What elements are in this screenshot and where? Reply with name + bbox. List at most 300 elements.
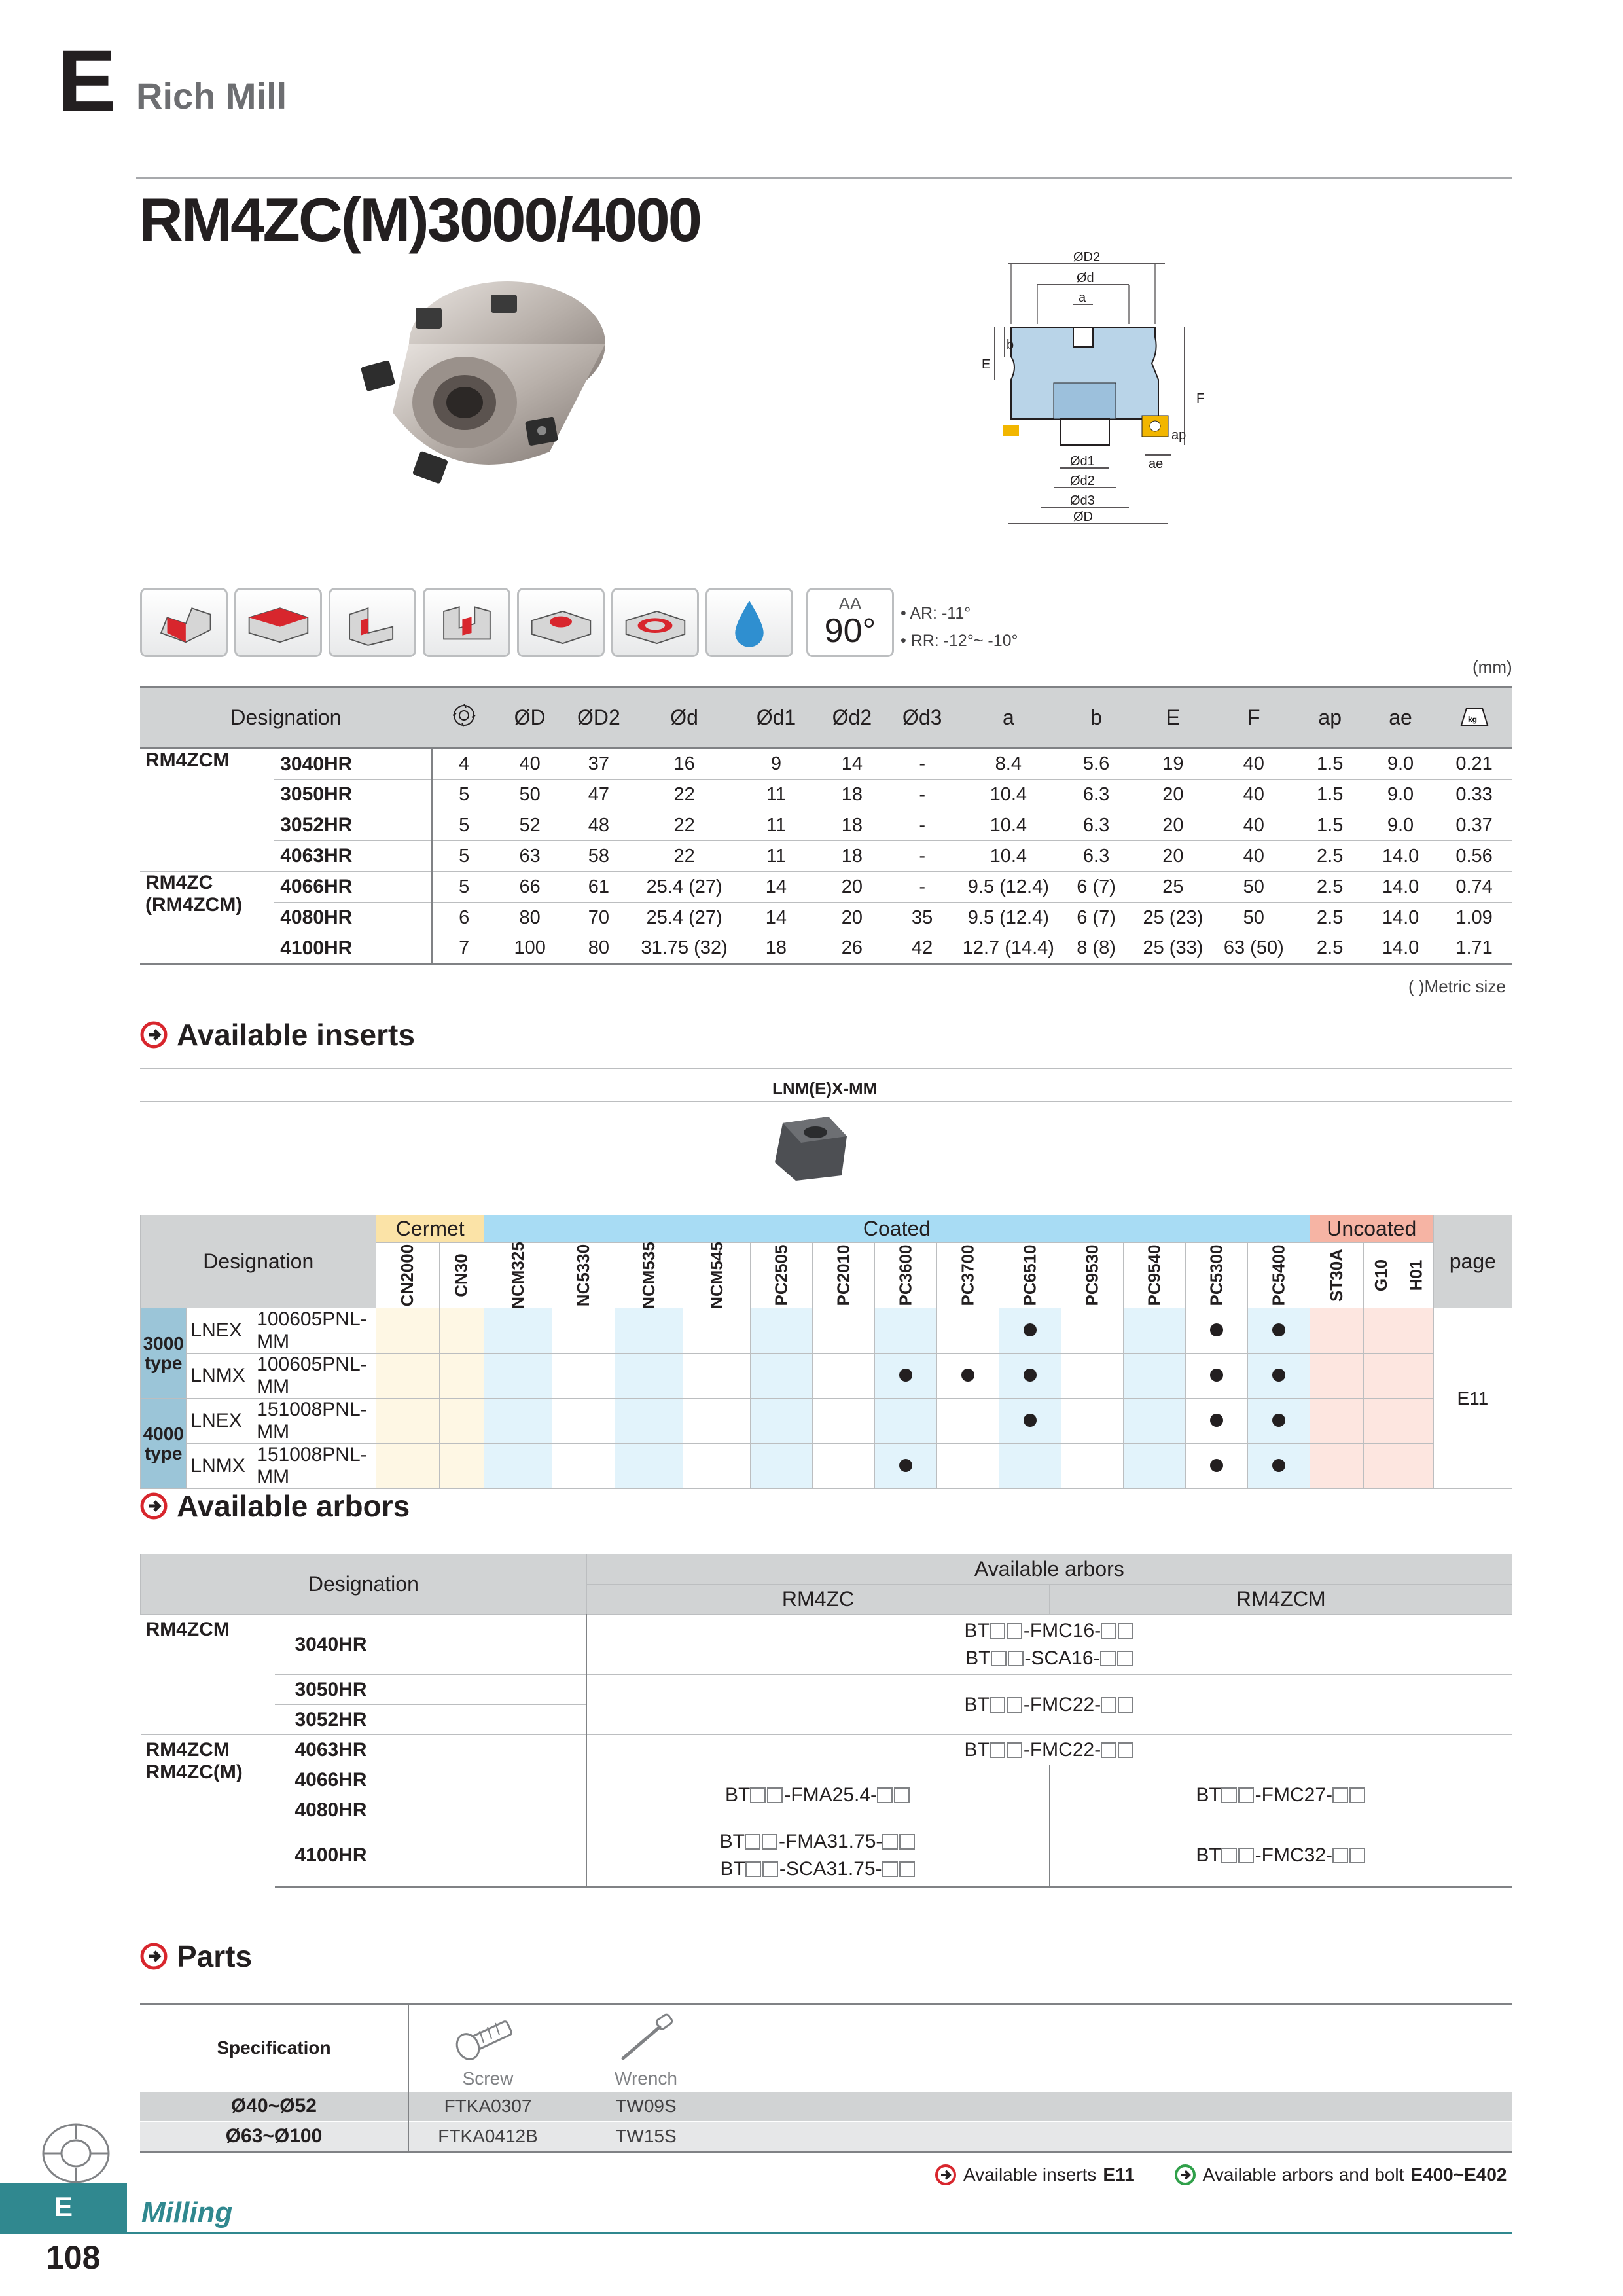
spec-cell: 61: [564, 872, 634, 903]
wrench-column: [567, 2004, 725, 2092]
dim-ae: ae: [1149, 457, 1164, 471]
inserts-rule-bottom: [140, 1101, 1512, 1102]
dim-Od3: Ød3: [1070, 493, 1095, 508]
spec-cell: 14.0: [1365, 872, 1436, 903]
parts-size: Ø40~Ø52: [140, 2092, 408, 2122]
grade-cell: [937, 1444, 999, 1489]
grade-cell: [813, 1444, 875, 1489]
spec-cell: 9: [735, 749, 817, 780]
page-number: 108: [46, 2239, 101, 2276]
grade-cell: [751, 1308, 813, 1354]
spec-cell: 1.5: [1294, 810, 1365, 841]
spec-row: [140, 749, 1512, 780]
cutter-photo: [353, 268, 615, 497]
grade-cell: [615, 1354, 683, 1399]
grade-cell: [751, 1354, 813, 1399]
insert-row: [141, 1308, 1512, 1354]
spec-cell: 52: [496, 810, 564, 841]
coolant-icon: [705, 588, 793, 657]
spec-code: 3052HR: [274, 810, 432, 841]
spec-cell: 37: [564, 749, 634, 780]
grade-cell: [439, 1308, 484, 1354]
spec-cell: 14: [817, 749, 887, 780]
spec-cell: 80: [564, 933, 634, 964]
grade-cell: [1247, 1308, 1310, 1354]
grade-cell: [484, 1308, 552, 1354]
spec-cell: 50: [496, 780, 564, 810]
spec-cell: 63 (50): [1213, 933, 1294, 964]
spec-cell: 40: [1213, 749, 1294, 780]
spec-cell: 1.71: [1436, 933, 1512, 964]
section-title: Rich Mill: [136, 75, 287, 117]
header-rule: [136, 177, 1512, 179]
grade-header: PC6510: [999, 1243, 1061, 1308]
parts-wrench: TW15S: [567, 2122, 725, 2152]
availability-dot: [899, 1369, 912, 1382]
spec-cell: 9.0: [1365, 749, 1436, 780]
grade-header: PC3600: [875, 1243, 937, 1308]
insert-type-label: 4000 type: [141, 1399, 187, 1489]
insert-type-label: 3000 type: [141, 1308, 187, 1399]
dim-F: F: [1196, 391, 1205, 406]
arbor-code: 4100HR: [275, 1825, 586, 1887]
arbors-link[interactable]: Available arbors and bolt: [1202, 2164, 1404, 2185]
spec-cell: 25.4 (27): [633, 872, 735, 903]
grade-cell: [1310, 1308, 1363, 1354]
grade-cell: [1061, 1399, 1124, 1444]
screw-label: Screw: [462, 2068, 514, 2089]
availability-dot: [961, 1369, 974, 1382]
uncoated-header: Uncoated: [1310, 1215, 1433, 1243]
section-letter: E: [58, 33, 114, 130]
grade-cell: [683, 1308, 751, 1354]
dim-OD2: ØD2: [1073, 252, 1101, 264]
insert-code: 151008PNL-MM: [250, 1399, 376, 1444]
spec-row: [140, 810, 1512, 841]
spec-cell: 70: [564, 903, 634, 933]
rm4zc-col-header: RM4ZC: [586, 1585, 1050, 1615]
availability-dot: [1272, 1323, 1285, 1336]
dim-b: b: [1007, 338, 1014, 352]
spec-code: 4063HR: [274, 841, 432, 872]
svg-text:kg: kg: [1467, 714, 1477, 724]
arbors-link-page[interactable]: E400~E402: [1410, 2164, 1507, 2185]
availability-dot: [1024, 1369, 1037, 1382]
footer-links: [935, 2164, 1507, 2186]
grade-cell: [683, 1399, 751, 1444]
approach-angle-box: [806, 588, 894, 657]
insert-page-ref[interactable]: E11: [1433, 1308, 1512, 1489]
arbor-value: BT -FMA31.75- BT -SCA31.75-: [586, 1825, 1050, 1887]
spec-cell: 5: [432, 780, 496, 810]
spec-cell: 14.0: [1365, 841, 1436, 872]
grade-cell: [1310, 1444, 1363, 1489]
spec-cell: 48: [564, 810, 634, 841]
section-tab: E: [0, 2183, 127, 2234]
grade-cell: [1061, 1354, 1124, 1399]
grade-cell: [1185, 1308, 1247, 1354]
grade-cell: [439, 1354, 484, 1399]
spec-row: [140, 780, 1512, 810]
grade-cell: [552, 1399, 615, 1444]
grade-cell: [937, 1399, 999, 1444]
spec-cell: 14.0: [1365, 933, 1436, 964]
grade-cell: [1310, 1399, 1363, 1444]
grade-header: NCM545: [683, 1243, 751, 1308]
grade-cell: [1399, 1444, 1433, 1489]
dim-ap: ap: [1171, 428, 1186, 442]
section-arrow-icon: [140, 1021, 168, 1049]
grade-cell: [1185, 1399, 1247, 1444]
face-milling-icon: [234, 588, 322, 657]
grade-cell: [615, 1444, 683, 1489]
grade-header: PC3700: [937, 1243, 999, 1308]
availability-dot: [1024, 1414, 1037, 1427]
arbor-group-rm4zc: RM4ZCM RM4ZC(M): [141, 1735, 276, 1887]
insert-series: LNMX: [187, 1444, 250, 1489]
insert-code: 100605PNL-MM: [250, 1354, 376, 1399]
page-header: page: [1433, 1215, 1512, 1308]
col-Od3: Ød3: [887, 687, 957, 749]
arbor-value: BT -FMA25.4-: [586, 1765, 1050, 1825]
arbor-designation-header: Designation: [141, 1554, 587, 1615]
arbor-value: BT -FMC27-: [1050, 1765, 1512, 1825]
spec-cell: 18: [817, 841, 887, 872]
spec-cell: 2.5: [1294, 903, 1365, 933]
rake-angle-notes: [901, 600, 1018, 655]
spec-cell: 8.4: [957, 749, 1059, 780]
grade-cell: [1310, 1354, 1363, 1399]
spec-cell: 6.3: [1059, 780, 1133, 810]
spec-cell: 6: [432, 903, 496, 933]
grade-cell: [813, 1354, 875, 1399]
available-arbors-title: Available arbors: [177, 1489, 410, 1523]
col-b: b: [1059, 687, 1133, 749]
spec-cell: 7: [432, 933, 496, 964]
grade-cell: [376, 1399, 439, 1444]
spec-cell: 22: [633, 780, 735, 810]
grade-cell: [1185, 1444, 1247, 1489]
spec-cell: 18: [735, 933, 817, 964]
rm4zcm-col-header: RM4ZCM: [1050, 1585, 1512, 1615]
section-tab-label: Milling: [141, 2197, 233, 2229]
grade-cell: [1399, 1399, 1433, 1444]
grade-cell: [615, 1308, 683, 1354]
parts-spec-header: Specification: [140, 2004, 408, 2092]
spec-row: [140, 933, 1512, 964]
grade-header: PC9540: [1124, 1243, 1186, 1308]
parts-heading: [140, 1939, 252, 1974]
availability-dot: [1024, 1323, 1037, 1336]
available-inserts-heading: [140, 1017, 415, 1052]
spec-code: 4100HR: [274, 933, 432, 964]
spec-cell: 25 (23): [1133, 903, 1213, 933]
grade-cell: [1124, 1399, 1186, 1444]
shoulder-milling-icon: [140, 588, 228, 657]
inserts-link-page[interactable]: E11: [1103, 2164, 1135, 2185]
spec-cell: 20: [1133, 810, 1213, 841]
spec-cell: 9.5 (12.4): [957, 872, 1059, 903]
grade-cell: [1124, 1444, 1186, 1489]
spec-cell: 12.7 (14.4): [957, 933, 1059, 964]
axial-rake-note: • AR: -11°: [901, 604, 971, 622]
arbor-code: 3050HR: [275, 1675, 586, 1705]
wrench-label: Wrench: [615, 2068, 677, 2089]
grade-cell: [1061, 1308, 1124, 1354]
dim-OD: ØD: [1073, 510, 1093, 524]
grade-cell: [439, 1399, 484, 1444]
spec-cell: 20: [1133, 841, 1213, 872]
spec-cell: 50: [1213, 903, 1294, 933]
grade-header: PC9530: [1061, 1243, 1124, 1308]
grade-cell: [813, 1308, 875, 1354]
available-arbors-header: Available arbors: [586, 1554, 1512, 1585]
col-E: E: [1133, 687, 1213, 749]
spec-cell: -: [887, 749, 957, 780]
spec-cell: 14: [735, 903, 817, 933]
spec-cell: 22: [633, 810, 735, 841]
spec-cell: 6 (7): [1059, 903, 1133, 933]
available-inserts-title: Available inserts: [177, 1018, 415, 1052]
grade-cell: [1399, 1354, 1433, 1399]
screw-icon: [452, 2013, 524, 2064]
spec-cell: 40: [1213, 780, 1294, 810]
weight-kg-icon: [1460, 704, 1489, 726]
grade-cell: [1124, 1308, 1186, 1354]
grade-cell: [484, 1444, 552, 1489]
grade-cell: [875, 1308, 937, 1354]
spec-cell: 16: [633, 749, 735, 780]
dim-a: a: [1079, 291, 1086, 305]
insert-code: 100605PNL-MM: [250, 1308, 376, 1354]
spec-cell: 11: [735, 841, 817, 872]
grade-cell: [999, 1444, 1061, 1489]
spec-cell: -: [887, 841, 957, 872]
inserts-link[interactable]: Available inserts: [963, 2164, 1097, 2185]
col-weight: [1436, 687, 1512, 749]
availability-dot: [1272, 1459, 1285, 1472]
arbor-code: 3052HR: [275, 1705, 586, 1735]
spec-cell: 5: [432, 841, 496, 872]
link-arrow-icon: [1174, 2164, 1196, 2186]
grade-cell: [376, 1308, 439, 1354]
grade-cell: [683, 1354, 751, 1399]
spec-cell: 6 (7): [1059, 872, 1133, 903]
spec-cell: 2.5: [1294, 933, 1365, 964]
slot-milling-icon: [329, 588, 416, 657]
insert-series: LNMX: [187, 1354, 250, 1399]
arbor-code: 4080HR: [275, 1795, 586, 1825]
spec-cell: 0.74: [1436, 872, 1512, 903]
step-milling-icon: [423, 588, 510, 657]
spec-cell: 0.56: [1436, 841, 1512, 872]
arbor-value: BT -FMC32-: [1050, 1825, 1512, 1887]
arbor-group-rm4zcm: RM4ZCM: [145, 1619, 230, 1640]
dim-Od: Ød: [1077, 271, 1094, 285]
spec-code: 3050HR: [274, 780, 432, 810]
grade-header: CN30: [439, 1243, 484, 1308]
spec-cell: 8 (8): [1059, 933, 1133, 964]
dim-E: E: [982, 357, 991, 372]
availability-dot: [1210, 1369, 1223, 1382]
spec-cell: 10.4: [957, 810, 1059, 841]
grade-cell: [751, 1399, 813, 1444]
spec-cell: 5.6: [1059, 749, 1133, 780]
insert-series: LNEX: [187, 1399, 250, 1444]
col-F: F: [1213, 687, 1294, 749]
inserts-rule-top: [140, 1068, 1512, 1069]
grade-cell: [552, 1308, 615, 1354]
grade-cell: [484, 1354, 552, 1399]
grade-cell: [376, 1444, 439, 1489]
spec-cell: 1.09: [1436, 903, 1512, 933]
parts-wrench: TW09S: [567, 2092, 725, 2122]
spec-cell: 47: [564, 780, 634, 810]
pocket-milling-icon: [611, 588, 699, 657]
insert-code: 151008PNL-MM: [250, 1444, 376, 1489]
spec-cell: 40: [496, 749, 564, 780]
arbor-table: [140, 1554, 1512, 1888]
spec-cell: 6.3: [1059, 810, 1133, 841]
grade-cell: [1247, 1399, 1310, 1444]
col-ap: ap: [1294, 687, 1365, 749]
spec-group-name: RM4ZC (RM4ZCM): [140, 872, 274, 964]
grade-cell: [1363, 1308, 1399, 1354]
cutter-thumbnail-icon: [37, 2121, 115, 2186]
insert-type-caption: LNM(E)X-MM: [772, 1079, 878, 1098]
spec-cell: 35: [887, 903, 957, 933]
spec-row: [140, 903, 1512, 933]
parts-screw: FTKA0307: [408, 2092, 567, 2122]
grade-cell: [1185, 1354, 1247, 1399]
spec-cell: 25 (33): [1133, 933, 1213, 964]
spec-cell: 25.4 (27): [633, 903, 735, 933]
spec-cell: 2.5: [1294, 872, 1365, 903]
grade-header: NCM325: [484, 1243, 552, 1308]
col-ae: ae: [1365, 687, 1436, 749]
available-arbors-heading: [140, 1488, 410, 1524]
grade-cell: [683, 1444, 751, 1489]
grade-designation-header: Designation: [141, 1215, 376, 1308]
arbor-code: 3040HR: [275, 1615, 586, 1675]
grade-cell: [875, 1354, 937, 1399]
spec-cell: 6.3: [1059, 841, 1133, 872]
unit-note: (mm): [1472, 657, 1512, 677]
grade-header: PC5400: [1247, 1243, 1310, 1308]
dimension-drawing: [949, 252, 1250, 533]
grade-cell: [615, 1399, 683, 1444]
grade-cell: [1061, 1444, 1124, 1489]
grade-header: PC2505: [751, 1243, 813, 1308]
col-OD: ØD: [496, 687, 564, 749]
grade-cell: [937, 1354, 999, 1399]
grade-cell: [999, 1308, 1061, 1354]
link-arrow-icon: [935, 2164, 957, 2186]
spec-cell: -: [887, 780, 957, 810]
spec-code: 3040HR: [274, 749, 432, 780]
parts-title: Parts: [177, 1939, 253, 1973]
spec-cell: 18: [817, 810, 887, 841]
dim-Od2: Ød2: [1070, 474, 1095, 488]
wrench-icon: [610, 2013, 682, 2064]
grade-header: NC5330: [552, 1243, 615, 1308]
coated-header: Coated: [484, 1215, 1310, 1243]
helical-milling-icon: [517, 588, 605, 657]
spec-cell: 20: [817, 903, 887, 933]
spec-cell: 40: [1213, 841, 1294, 872]
availability-dot: [1210, 1414, 1223, 1427]
grade-cell: [1363, 1444, 1399, 1489]
spec-cell: 11: [735, 780, 817, 810]
spec-group-name: RM4ZCM: [145, 749, 230, 771]
spec-cell: 2.5: [1294, 841, 1365, 872]
col-teeth: [432, 687, 496, 749]
spec-cell: 9.0: [1365, 780, 1436, 810]
parts-screw: FTKA0412B: [408, 2122, 567, 2152]
arbor-code: 4066HR: [275, 1765, 586, 1795]
availability-dot: [899, 1459, 912, 1472]
insert-grade-table: [140, 1215, 1512, 1489]
availability-dot: [1210, 1323, 1223, 1336]
spec-cell: 10.4: [957, 780, 1059, 810]
spec-code: 4080HR: [274, 903, 432, 933]
spec-cell: 100: [496, 933, 564, 964]
grade-cell: [484, 1399, 552, 1444]
section-arrow-icon: [140, 1492, 168, 1520]
approach-angle-label: AA: [838, 594, 862, 613]
col-a: a: [957, 687, 1059, 749]
insert-row: [141, 1399, 1512, 1444]
spec-cell: 5: [432, 872, 496, 903]
grade-cell: [875, 1444, 937, 1489]
spec-cell: 20: [817, 872, 887, 903]
spec-cell: 58: [564, 841, 634, 872]
spec-cell: 10.4: [957, 841, 1059, 872]
col-Od2: Ød2: [817, 687, 887, 749]
availability-dot: [1272, 1414, 1285, 1427]
insert-row: [141, 1354, 1512, 1399]
spec-code: 4066HR: [274, 872, 432, 903]
grade-cell: [376, 1354, 439, 1399]
insert-image: [770, 1110, 853, 1186]
col-Od1: Ød1: [735, 687, 817, 749]
col-Od: Ød: [633, 687, 735, 749]
spec-cell: 66: [496, 872, 564, 903]
grade-cell: [1247, 1444, 1310, 1489]
grade-cell: [552, 1444, 615, 1489]
grade-cell: [1363, 1399, 1399, 1444]
specification-table: [140, 686, 1512, 965]
grade-header: PC5300: [1185, 1243, 1247, 1308]
product-title: RM4ZC(M)3000/4000: [139, 185, 701, 254]
arbor-value: BT -FMC22-: [586, 1675, 1512, 1735]
spec-cell: 19: [1133, 749, 1213, 780]
spec-cell: 14: [735, 872, 817, 903]
availability-dot: [1272, 1369, 1285, 1382]
spec-cell: 42: [887, 933, 957, 964]
dim-Od1: Ød1: [1070, 454, 1095, 469]
grade-header: PC2010: [813, 1243, 875, 1308]
spec-cell: 4: [432, 749, 496, 780]
grade-cell: [1399, 1308, 1433, 1354]
grade-header: NCM535: [615, 1243, 683, 1308]
insert-row: [141, 1444, 1512, 1489]
availability-dot: [1210, 1459, 1223, 1472]
arbor-value: BT -FMC22-: [586, 1735, 1512, 1765]
spec-cell: 18: [817, 780, 887, 810]
spec-cell: 80: [496, 903, 564, 933]
spec-cell: 40: [1213, 810, 1294, 841]
